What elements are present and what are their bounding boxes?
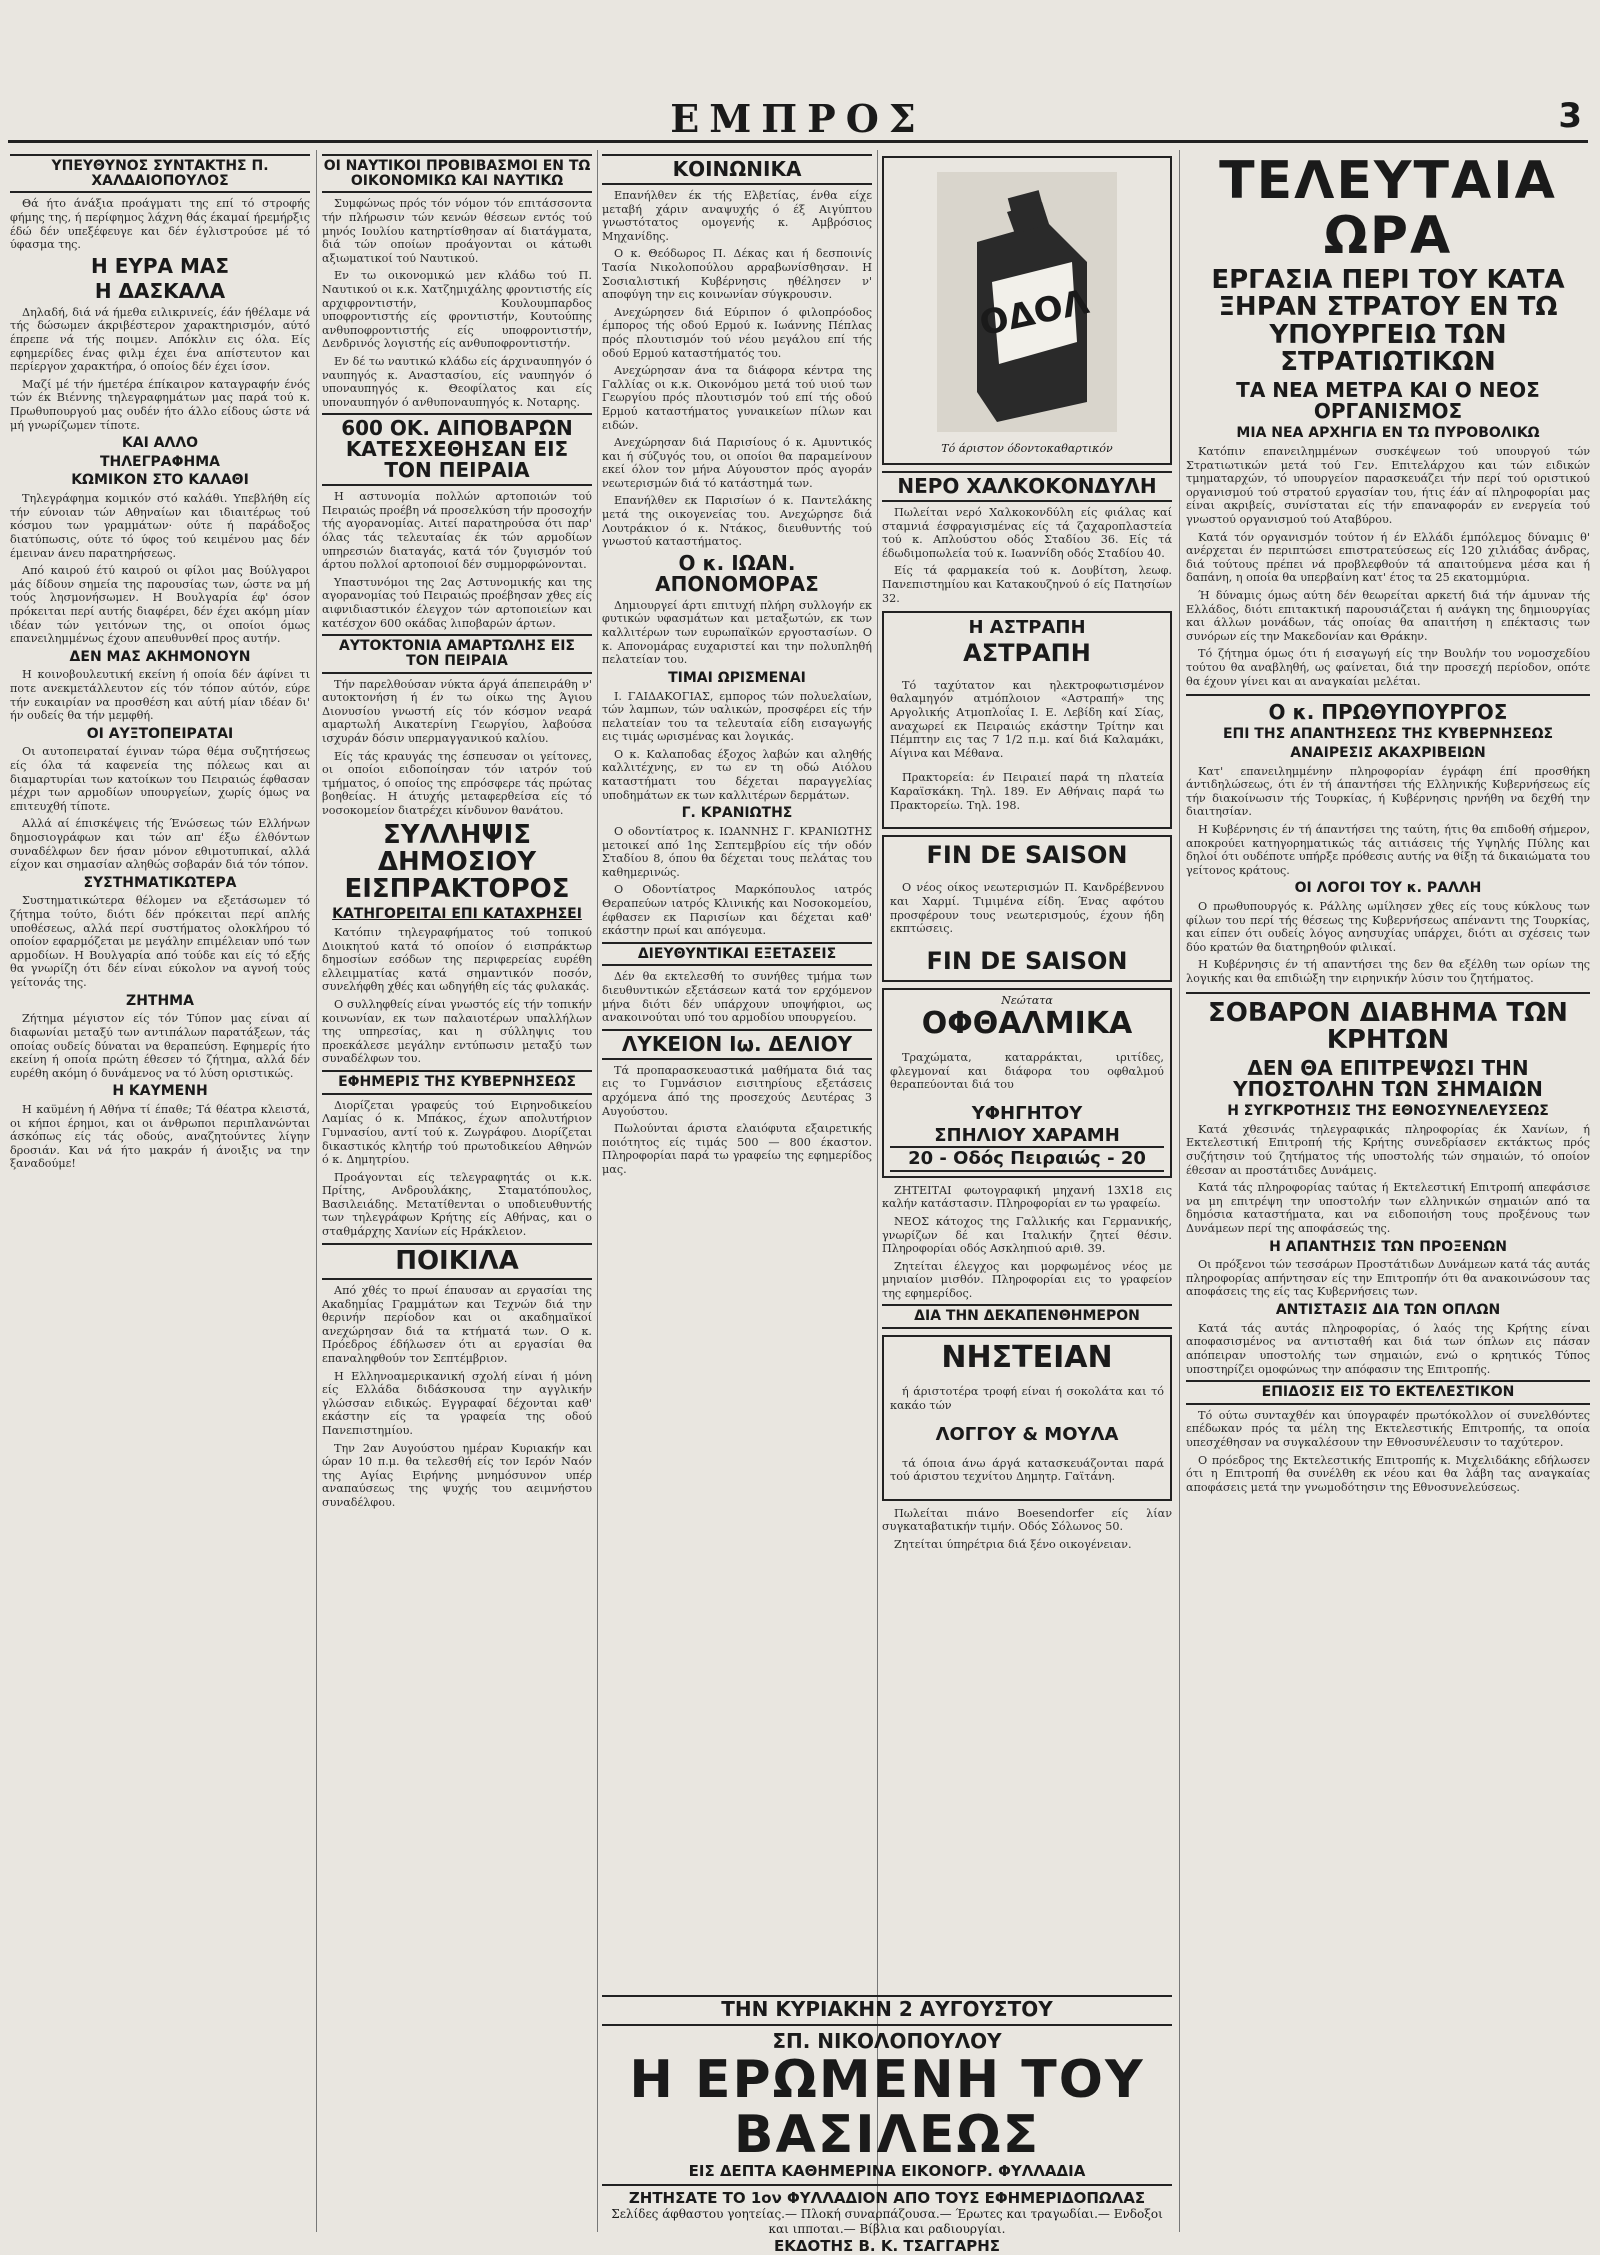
article-paragraph: Η Ελληνοαμερικανική σχολή είναι ή μόνη είς Ελλάδα διδάσκουσα την αγγλικήν γλώσσαν ειδικώς. Εγγραφαί δέχονται καθ' εκάστην είς τα γραφεία της οδού Πανεπιστημίου. (322, 1369, 592, 1437)
section-divider (1186, 992, 1590, 994)
section-heading: ΟΙ ΛΟΓΟΙ ΤΟΥ κ. ΡΑΛΛΗ (1294, 880, 1482, 897)
main-headline: ΤΕΛΕΥΤΑΙΑ ΩΡΑ (1219, 151, 1557, 266)
ad-paragraph: Πρακτορεία: έν Πειραιεί παρά τη πλατεία Καραϊσκάκη. Τηλ. 189. Εν Αθήναις παρά τω Πρακτορείω. Τηλ. 198. (890, 771, 1164, 812)
article-paragraph: Μαζί μέ τήν ήμετέρα έπίκαιρον καταγραφήν ένός τών έκ Βιέννης τηλεγραφημάτων μας παρά τού κ. Πρωθυπουργού μας ουδέν ήτο άλλο είδους ώστε νά μή γνωρίζωμεν τίποτε. (10, 377, 310, 432)
article-paragraph: Από χθές το πρωί έπαυσαν αι εργασίαι της Ακαδημίας Γραμμάτων και Τεχνών διά την θερινήν περίοδον και οι ακαδημαϊκοί ανεχώρησαν διά τα κτήματά των. Ο κ. Πρόεδρος έδήλωσεν ότι αι εργασίαι θα επαναληφθούν τον Σεπτέμβριον. (322, 1283, 592, 1365)
article-paragraph: Η κοινοβουλευτική εκείνη ή οποία δέν άφίνει τι ποτε ανεκμετάλλευτον είς τόν τόπον αύτόν, εύρε τήν ευκαιρίαν να προσθέση και αύτή μίαν ιδέαν δι' ήν ουδείς θα τήν μεμφθή. (10, 668, 310, 723)
ad-paragraph: Ο νέος οίκος νεωτερισμών Π. Κανδρέβεννου και Χαρμί. Τιμιμένα είδη. Ένας αφότου προσφέρουν τους νεωτερισμούς, έχουν ήδη εκπτώσεις. (890, 881, 1164, 936)
article-paragraph: Είς τάς κραυγάς της έσπευσαν οι γείτονες, οι οποίοι ειδοποίησαν τόν ιατρόν τού τμήματος, ό οποίος της επρόσφερε τάς πρώτας βοηθείας. Η άτυχής μεταφερθείσα είς τό νοσοκομείον διατρέχει κίνδυνον θανάτου. (322, 749, 592, 817)
article-paragraph: Την 2αν Αυγούστου ημέραν Κυριακήν και ώραν 10 π.μ. θα τελεσθή είς τον Ιερόν Ναόν της Αγίας Ειρήνης μνημόσυνον υπέρ αναπαύσεως της ψυχής του αειμνήστου συναδέλφου. (322, 1441, 592, 1509)
section-heading: ΤΙΜΑΙ ΩΡΙΣΜΕΝΑΙ (668, 669, 806, 686)
article-paragraph: Ο συλληφθείς είναι γνωστός είς τήν τοπικήν κοινωνίαν, εκ των παλαιοτέρων υπαλλήλων της υπηρεσίας, και η σύλληψις του προεκάλεσε μεγάλην εντύπωσιν μεταξύ των συναδέλφων του. (322, 998, 592, 1066)
article-paragraph: Υπαστυνόμοι της 2ας Αστυνομικής και της αγορανομίας τού Πειραιώς προέβησαν χθες είς αιφνιδιαστικόν έλεγχον τών αρτοποιείων και κατέσχον 600 οκάδας λιποβαρών άρτων. (322, 575, 592, 630)
article-paragraph: Ο πρόεδρος της Εκτελεστικής Επιτροπής κ. Μιχελιδάκης εδήλωσεν ότι η Επιτροπή θα συνέλθη εκ νέου και θα λάβη τας αναγκαίας αποφάσεις μετά την γνωμοδότησιν της Εθνοσυνελεύσεως. (1186, 1453, 1590, 1494)
article-paragraph: Κατόπιν τηλεγραφήματος τού τοπικού Διοικητού κατά τό οποίον ό εισπράκτωρ δημοσίων εσόδων της περιφερείας ευρέθη ελλειμματίας κατά σημαντικόν ποσόν, συνελήφθη χθές και ωδηγήθη είς τάς φυλακάς. (322, 926, 592, 994)
article-paragraph: Κατά τάς αυτάς πληροφορίας, ό λαός της Κρήτης είναι αποφασισμένος να αντισταθή και διά των όπλων εις πάσαν απόπειραν υποστολής των σημαιών, ενώ ο κρητικός Τύπος υποστηρίζει ομοφώνως την απόφασιν της Επιτροπής. (1186, 1321, 1590, 1376)
column-divider (316, 150, 317, 2232)
article-paragraph: Συμφώνως πρός τόν νόμον τόν επιτάσσοντα τήν πλήρωσιν τών κενών θέσεων εντός τού μηνός Ιουλίου κατηρτίσθησαν αί διατάγματα, διά τών οποίων προάγονται οι κάτωθι αξιωματικοί τού Ναυτικού. (322, 197, 592, 265)
section-subheading: ΑΝΑΙΡΕΣΙΣ ΑΚΑΧΡΙΒΕΙΩΝ (1290, 744, 1486, 761)
erromeni-advertisement (602, 1995, 1172, 2255)
column-divider (877, 150, 878, 2232)
ad-name: ΥΦΗΓΗΤΟΥ (971, 1102, 1083, 1124)
article-paragraph: Ο κ. Θεόδωρος Π. Δέκας και ή δεσποινίς Τασία Νικολοπούλου αρραβωνίσθησαν. Η Σοσιαλιστική Κυβέρνησις ηθέλησεν ν' αποφύγη την εις κοινωνίαν σύγκρουσιν. (602, 247, 872, 302)
section-heading: ΔΙΕΥΘΥΝΤΙΚΑΙ ΕΞΕΤΑΣΕΙΣ (602, 942, 872, 967)
article-paragraph: Οι πρόξενοι τών τεσσάρων Προστάτιδων Δυνάμεων κατά τάς αυτάς πληροφορίας απήντησαν είς την Επιτροπήν ότι θα ανακοινώσουν τας αποφάσεις της είς τας Κυβερνήσεις των. (1186, 1258, 1590, 1299)
article-paragraph: Κατ' επανειλημμένην πληροφορίαν έγράφη έπί προσθήκη άντιδηλώσεως, ότι έν τή άπαντήσει τής Ελληνικής Κυβερνήσεως είς τήν διακοίνωσιν τής Τουρκίας, ή Κυβέρνησις ηρνήθη να δεχθή την διαιτησίαν. (1186, 764, 1590, 819)
section-heading: ΝΕΡΟ ΧΑΛΚΟΚΟΝΔΥΛΗ (882, 471, 1172, 502)
article-paragraph: Εν τω οικονομικώ μεν κλάδω τού Π. Ναυτικού οι κ.κ. Χατζημιχάλης φροντιστής είς αρχιφροντιστήν, Κουλουμπαρδος υποφροντιστής είς φροντιστήν, Κουτούπης ανθυποφροντιστής είς υποφροντιστήν, Δενδρινός λογιστής είς ανθυποφροντιστήν. (322, 269, 592, 351)
section-heading: ΕΠΙΔΟΣΙΣ ΕΙΣ ΤΟ ΕΚΤΕΛΕΣΤΙΚΟΝ (1186, 1380, 1590, 1405)
masthead (8, 96, 1588, 140)
article-paragraph: Ζητείται έλεγχος και μορφωμένος νέος με μηνιαίον μισθόν. Πληροφορίαι εις το γραφείον της εφημερίδος. (882, 1259, 1172, 1300)
section-heading: ΛΥΚΕΙΟΝ Ιω. ΔΕΛΙΟΥ (602, 1029, 872, 1060)
column-1-headline: ΥΠΕΥΘΥΝΟΣ ΣΥΝΤΑΚΤΗΣ Π. ΧΑΛΔΑΙΟΠΟΥΛΟΣ (10, 154, 310, 193)
section-heading: Γ. ΚΡΑΝΙΩΤΗΣ (681, 805, 793, 822)
article-paragraph: Ανεχώρησαν διά Παρισίους ό κ. Αμυντικός και ή σύζυγός του, οι οποίοι θα παραμείνουν εκεί όλον τον μήνα Αύγουστον πρός αγοράν νεωτερισμών διά τό κατάστημά των. (602, 436, 872, 490)
odol-caption: Τό άριστον όδοντοκαθαρτικόν (941, 442, 1113, 455)
ad-subtitle: ΕΙΣ ΔΕΠΤΑ ΚΑΘΗΜΕΡΙΝΑ ΕΙΚΟΝΟΓΡ. ΦΥΛΛΑΔΙΑ (688, 2162, 1086, 2181)
section-subheading: ΔΕΝ ΘΑ ΕΠΙΤΡΕΨΩΣΙ ΤΗΝ ΥΠΟΣΤΟΛΗΝ ΤΩΝ ΣΗΜΑΙΩΝ (1233, 1056, 1543, 1102)
article-paragraph: Ο Οδοντίατρος Μαρκόπουλος ιατρός Θεραπεύων ιατρός Κλινικής και Νοσοκομείου, έφθασεν εκ Παρισίων και δέχεται καθ' εκάστην πρωί και απόγευμα. (602, 883, 872, 938)
article-paragraph: Τό ζήτημα όμως ότι ή εισαγωγή είς την Βουλήν του νομοσχεδίου τούτου θα αναβληθή, ως φαίνεται, διά την προσεχή περίοδον, οπότε θα έχουν γίνει και αι αναγκαίαι μελέται. (1186, 647, 1590, 688)
article-paragraph: Ο οδοντίατρος κ. ΙΩΑΝΝΗΣ Γ. ΚΡΑΝΙΩΤΗΣ μετοικεί από 1ης Σεπτεμβρίου είς τήν οδόν Σταδίου 8, όπου θα δέχεται τους πελάτας του καθημερινώς. (602, 824, 872, 879)
ad-tagline: Σελίδες άφθαστου γοητείας.— Πλοκή συναρπάζουσα.— Έρωτες και τραγωδίαι.— Ενδοξοι και ιπποται.— Βίβλια και ραδιουργίαι. (611, 2207, 1163, 2237)
ad-title: Η ΕΡΩΜΕΝΗ ΤΟΥ ΒΑΣΙΛΕΩΣ (629, 2050, 1145, 2165)
article-paragraph: Κατά τάς πληροφορίας ταύτας ή Εκτελεστική Επιτροπή απεφάσισε να μη επιτρέψη την υποστολήν των ελληνικών σημαιών από τα δημόσια καταστήματα, και να ειδοποιήση τους προξένους των Δυνάμεων περί της αποφάσεώς της. (1186, 1181, 1590, 1235)
ad-title: ΝΗΣΤΕΙΑΝ (941, 1340, 1113, 1376)
article-paragraph: Θά ήτο άνάξια προάγματι της επί τό στροφής φήμης της, ή περίφημος λάχνη θάς έκαμαί ήρεμήρξις έδώ δέν υπεξέφευγε και δέν έγλιστρούσε μέ τό ύφασμα της. (10, 197, 310, 252)
article-paragraph: Πωλείται νερό Χαλκοκονδύλη είς φιάλας καί σταμνιά έσφραγισμένας είς τά ζαχαροπλαστεία τού κ. Απλούστου οδός Σταδίου 36. Είς τά έδωδιμοπωλεία τού κ. Ιωαννίδη οδός Σταδίου 40. (882, 506, 1172, 560)
main-subheadline: ΜΙΑ ΝΕΑ ΑΡΧΗΓΙΑ ΕΝ ΤΩ ΠΥΡΟΒΟΛΙΚΩ (1236, 425, 1540, 442)
article-paragraph: Πωλείται πιάνο Boesendorfer είς λίαν συγκαταβατικήν τιμήν. Οδός Σόλωνος 50. (882, 1506, 1172, 1534)
ad-subtitle: ΑΣΤΡΑΠΗ (963, 638, 1091, 667)
ad-kicker: ΤΗΝ ΚΥΡΙΑΚΗΝ 2 ΑΥΓΟΥΣΤΟΥ (721, 1997, 1053, 2021)
section-heading: Η ΚΑΥΜΕΝΗ (112, 1083, 208, 1100)
masthead-rule (8, 140, 1588, 143)
main-subheadline: ΤΑ ΝΕΑ ΜΕΤΡΑ ΚΑΙ Ο ΝΕΟΣ ΟΡΓΑΝΙΣΜΟΣ (1236, 378, 1540, 424)
article-paragraph: Η καϋμένη ή Αθήνα τί έπαθε; Τά θέατρα κλειστά, οι κήποι έρημοι, και οι άνθρωποι περιπλανώνται άσκόπως είς τάς οδούς, αναζητούντες λίγην δροσιάν. Και νά ήτο μακράν ή άνοιξις να την ξαναδούμε! (10, 1102, 310, 1171)
section-heading: Ο κ. ΠΡΩΘΥΠΟΥΡΓΟΣ (1268, 700, 1508, 725)
odol-bottle-icon (937, 172, 1117, 432)
section-heading: ΚΑΙ ΑΛΛΟ (121, 435, 199, 452)
main-subheadline: ΕΡΓΑΣΙΑ ΠΕΡΙ ΤΟΥ ΚΑΤΑ ΞΗΡΑΝ ΣΤΡΑΤΟΥ ΕΝ ΤΩ ΥΠΟΥΡΓΕΙΩ ΤΩΝ ΣΤΡΑΤΙΩΤΙΚΩΝ (1211, 265, 1565, 378)
article-paragraph: Ή δύναμις όμως αύτη δέν θεωρείται αρκετή διά τήν άμυναν τής Ελλάδος, διότι επιτακτική παρουσιάζεται ή ανάγκη της δημιουργίας και άλλων μονάδων, τάς οποίας θα απαιτήση η επέκτασις των συνόρων είς την Μακεδονίαν και Θράκην. (1186, 589, 1590, 643)
section-heading: ΠΟΙΚΙΛΑ (322, 1243, 592, 1280)
article-paragraph: Ο κ. Καλαποδας έξοχος λαβών και αληθής καλλιτέχνης, εν τω εν τη οδώ Αιόλου καταστήματι του δέχεται παραγγελίας υποδημάτων εκ των καλλιτέρων δερμάτων. (602, 747, 872, 802)
section-subheading: ΚΑΤΗΓΟΡΕΙΤΑΙ ΕΠΙ ΚΑΤΑΧΡΗΣΕΙ (332, 906, 582, 923)
chocolate-advertisement (882, 1335, 1172, 1501)
ad-title: FIN DE SAISON (926, 947, 1128, 975)
ophthalmika-advertisement (882, 988, 1172, 1178)
article-paragraph: Ζητείται ύπηρέτρια διά ξένο οικογένειαν. (894, 1538, 1132, 1552)
section-divider (1186, 694, 1590, 696)
section-heading: 600 ΟΚ. ΑΙΠΟΒΑΡΩΝ ΚΑΤΕΣΧΕΘΗΣΑΝ ΕΙΣ ΤΟΝ ΠΕΙΡΑΙΑ (322, 413, 592, 486)
article-paragraph: Επανήλθεν έκ τής Ελβετίας, ένθα είχε μεταβή χάριν αναψυχής ό έξ Αιγύπτου γνωστότατος ομογενής κ. Αμβρόσιος Μηχανίδης. (602, 189, 872, 243)
article-paragraph: Η Κυβέρνησις έν τή απαντήσει της δεν θα εξέλθη των ορίων της λογικής και θα επιδιώξη την ειρηνικήν λύσιν του ζητήματος. (1186, 958, 1590, 985)
column-3 (602, 150, 872, 1987)
section-heading: Η ΑΠΑΝΤΗΣΙΣ ΤΩΝ ΠΡΟΞΕΝΩΝ (1269, 1238, 1507, 1255)
section-subheading: ΕΠΙ ΤΗΣ ΑΠΑΝΤΗΣΕΩΣ ΤΗΣ ΚΥΒΕΡΝΗΣΕΩΣ (1222, 726, 1554, 743)
page-number: 3 (1558, 96, 1582, 136)
section-heading: ΑΥΤΟΚΤΟΝΙΑ ΑΜΑΡΤΩΛΗΣ ΕΙΣ ΤΟΝ ΠΕΙΡΑΙΑ (322, 634, 592, 673)
astrapi-advertisement (882, 611, 1172, 829)
article-paragraph: Δηλαδή, διά νά ήμεθα ειλικρινείς, έάν ήθέλαμε νά τής δώσωμεν άκριβέστερον χαρακτηρισμόν, αύτό έπρεπε νά τής ποιμεν. Απόκλιν εις όλα. Είς εφημερίδες ένας φιλμ έχει ένα απίστευτον και περίεργον χαρακτήρα, ό οποίος δέν έχει ίσον. (10, 305, 310, 374)
article-paragraph: Επανήλθεν εκ Παρισίων ό κ. Παντελάκης μετά της οικογενείας του. Ανεχώρησε διά Λουτράκιον ό κ. Ντάκος, διευθυντής τού γνωστού καταστήματος. (602, 494, 872, 549)
section-heading: ΖΗΤΗΜΑ (126, 992, 194, 1009)
ad-line: ΖΗΤΗΣΑΤΕ ΤΟ 1ον ΦΥΛΛΑΔΙΟΝ ΑΠΟ ΤΟΥΣ ΕΦΗΜΕΡΙΔΟΠΩΛΑΣ (602, 2184, 1172, 2207)
article-paragraph: Δημιουργεί άρτι επιτυχή πλήρη συλλογήν εκ φυτικών υφασμάτων και μεταξωτών, εκ των καλλιτέρων των ευρωπαϊκών εργοστασίων. Ο κ. Απονομάρας ευχαριστεί και την πολυπληθή πελατείαν του. (602, 598, 872, 667)
article-paragraph: Κατά χθεσινάς τηλεγραφικάς πληροφορίας έκ Χανίων, ή Εκτελεστική Επιτροπή τής Κρήτης συνεδρίασεν εκτάκτως πρός συζήτησιν τού ζητήματος τής υποστολής τών σημαιών, τό οποίον έθεσαν αι προστάτιδες Δυνάμεις. (1186, 1122, 1590, 1177)
ad-paragraph: τά όποια άνω άργά κατασκευάζονται παρά τού άριστου τεχνίτου Δημητρ. Γαϊτάνη. (890, 1456, 1164, 1484)
ad-title: ΟΦΘΑΛΜΙΚΑ (921, 1005, 1133, 1041)
article-paragraph: Εν δέ τω ναυτικώ κλάδω είς άρχιναυπηγόν ό ναυπηγός κ. Αναστασίου, είς ναυπηγόν ό υποναυπηγός κ. Θεοφίλατος και είς υποναυπηγόν ό ανθυποναυπηγός κ. Νοταρης. (322, 354, 592, 409)
column-3-headline: ΚΟΙΝΩΝΙΚΑ (602, 154, 872, 185)
article-paragraph: Συστηματικώτερα θέλομεν να εξετάσωμεν τό ζήτημα τούτο, διότι δέν πρόκειται περί απλής υποθέσεως, αλλά περί συστήματος ολοκλήρου τό οποίον εφαρμόζεται με μεγάλην επιμέλειαν υπό των αρμοδίων. Η Βουλγαρία από τούδε και είς τό εξής θα γνωρίζη ότι δέν είναι εύκολον να αγνοή τούς γείτονάς της. (10, 894, 310, 990)
article-paragraph: Τό ούτω συνταχθέν και ύπογραφέν πρωτόκολλον οί συνελθόντες επέδωκαν πρός τα μέλη της Εκτελεστικής Επιτροπής, τα οποία υπεσχέθησαν να συγκαλέσουν την Εθνοσυνέλευσιν το ταχύτερον. (1186, 1408, 1590, 1449)
ad-kicker: Νεώτατα (1001, 993, 1053, 1007)
article-paragraph: Προάγονται είς τελεγραφητάς οι κ.κ. Πρίτης, Ανδρουλάκης, Σταματόπουλος, Βασιλειάδης. Μετατίθενται ο υποδιευθυντής των τηλεγράφων Κρήτης είς Αθήνας, και ο σταθμάρχης Χανίων είς Ηράκλειον. (322, 1170, 592, 1239)
section-heading: ΟΙ ΑΥΞΤΟΠΕΙΡΑΤΑΙ (86, 725, 234, 742)
ad-paragraph: Τό ταχύτατον και ηλεκτροφωτισμένον θαλαμηγόν ατμόπλοιον «Αστραπή» της Αργολικής Ατμοπλοΐας Ι. Ε. Λεβίδη καί Σίας, αναχωρεί εκ Πειραιώς εκάστην Τρίτην και Πέμπτην εις τας 7 1/2 π.μ. καί διά Καλαμάκι, Αίγινα και Μέθανα. (890, 678, 1164, 760)
article-paragraph: Αλλά αί έπισκέψεις τής Ένώσεως τών Ελλήνων δημοσιογράφων και τών απ' έξω έλθόντων συναδέλφων δεν ήσαν μόνον εθιμοτυπικαί, αλλά είχον και σημασίαν αληθώς σοβαράν διά τόν τόπον. (10, 817, 310, 872)
article-paragraph: ΖΗΤΕΙΤΑΙ φωτογραφική μηχανή 13X18 εις καλήν κατάστασιν. Πληροφορίαι εν τω γραφείω. (882, 1183, 1172, 1211)
column-2-headline: ΟΙ ΝΑΥΤΙΚΟΙ ΠΡΟΒΙΒΑΣΜΟΙ ΕΝ ΤΩ ΟΙΚΟΝΟΜΙΚΩ ΚΑΙ ΝΑΥΤΙΚΩ (322, 154, 592, 193)
article-paragraph: Κατόπιν επανειλημμένων συσκέψεων τού υπουργού τών Στρατιωτικών μετά τού Γεν. Επιτελάρχου και τών ειδικών τμηματαρχών, τό υπουργείον παρασκευάζει τήν περί τού οριστικού οργανισμού τού στρατού εργασίαν του, ήτις έάν αί πληροφορίαι μας είναι ακριβείς, συνίσταται είς τήν επαναφοράν εν ενεργεία τού γνωστού οργανισμού τού Αταβύρου. (1186, 445, 1590, 527)
article-paragraph: Τηλεγράφημα κομικόν στό καλάθι. Υπεβλήθη είς τήν εύνοιαν τών Αθηναίων και ιδιαιτέρως τού κόσμου των γραμμάτων· ούτε ή παράδοξος διατύπωσις, ούτε τό ύφος τού κειμένου μας δέν έμειναν άνευ παρατηρήσεως. (10, 492, 310, 560)
odol-advertisement (882, 156, 1172, 465)
fin-de-saison-advertisement (882, 835, 1172, 981)
section-heading: Ο κ. ΙΩΑΝ. ΑΠΟΝΟΜΟΡΑΣ (655, 550, 819, 596)
section-heading: ΣΟΒΑΡΟΝ ΔΙΑΒΗΜΑ ΤΩΝ ΚΡΗΤΩΝ (1208, 997, 1568, 1055)
column-2 (322, 150, 592, 2232)
section-heading: ΑΝΤΙΣΤΑΣΙΣ ΔΙΑ ΤΩΝ ΟΠΛΩΝ (1275, 1302, 1501, 1319)
column-divider (1179, 150, 1180, 2232)
article-paragraph: Οι αυτοπειραταί έγιναν τώρα θέμα συζητήσεως είς όλα τά καφενεία της πόλεως και αι διαμαρτυρίαι των κατοίκων του Πειραιώς έφθασαν μέχρι των αρμοδίων υπουργείων, χωρίς όμως να επιτευχθή τίποτε. (10, 745, 310, 813)
article-paragraph: Ο πρωθυπουργός κ. Ράλλης ωμίλησεν χθες είς τους κύκλους των φίλων του περί τής θέσεως της Κυβερνήσεως απέναντι της Τουρκίας, και είπεν ότι ουδείς λόγος ανησυχίας υπάρχει, διότι αι σχέσεις των δύο κρατών θα διατηρηθούν φιλικαί. (1186, 899, 1590, 954)
article-paragraph: Η αστυνομία πολλών αρτοποιών τού Πειραιώς προέβη νά προσελκύση τήν προσοχήν τής αγορανομίας. Αιτεί παρατηρούσα ότι παρ' όλας τάς τελευταίας έκ τών αρμοδίων υπηρεσιών διαταγάς, κατά τόν ζυγισμόν τού άρτου πολλοί αρτοποιοί δέν συμμορφώνονται. (322, 490, 592, 572)
newspaper-title: ΕΜΠΡΟΣ (670, 96, 926, 141)
ad-paragraph: ή άριστοτέρα τροφή είναι ή σοκολάτα και τό κακάο τών (890, 1385, 1164, 1412)
section-heading: ΣΥΣΤΗΜΑΤΙΚΩΤΕΡΑ (83, 874, 237, 891)
article-paragraph: Διορίζεται γραφεύς τού Ειρηνοδικείου Λαμίας ό κ. Μπάκος, έχων απολυτήριον Γυμνασίου, αντί τού κ. Ζωγράφου. Διορίζεται δικαστικός κλητήρ τού πρωτοδικείου Αθηνών ό κ. Δημητρίου. (322, 1098, 592, 1167)
ad-publisher: ΕΚΔΟΤΗΣ Β. Κ. ΤΣΑΓΓΑΡΗΣ (774, 2237, 1000, 2255)
ad-paragraph: Τραχώματα, καταρράκται, ιριτίδες, φλεγμοναί και διάφορα του οφθαλμού θεραπεύονται διά του (890, 1050, 1164, 1092)
column-1 (10, 150, 310, 2232)
ad-author: ΣΠ. ΝΙΚΟΛΟΠΟΥΛΟΥ (602, 2024, 1172, 2053)
section-heading: ΕΦΗΜΕΡΙΣ ΤΗΣ ΚΥΒΕΡΝΗΣΕΩΣ (322, 1070, 592, 1095)
ad-name: ΣΠΗΛΙΟΥ ΧΑΡΑΜΗ (934, 1124, 1120, 1146)
ad-title: Η ΑΣΤΡΑΠΗ (968, 617, 1086, 639)
ad-title: FIN DE SAISON (926, 841, 1128, 870)
odol-brand-text: ΟΔΟΛ (975, 282, 1093, 345)
article-paragraph: Από καιρού έτύ καιρού οι φίλοι μας Βούλγαροι μάς δίδουν σημεία της παρουσίας των, ώστε να μή τούς λησμονήσωμεν. Η Βουλγαρία έφ' όσον πρόκειται περί αυτής διαφέρει, δέν έχει ακόμη μίαν ιδέαν τών γειτόνων της, οι οποίοι όμως επανειλημμένως έχουν απευθυνθεί προς αυτήν. (10, 564, 310, 646)
article-paragraph: Τά προπαρασκευαστικά μαθήματα διά τας εις το Γυμνάσιον εισιτηρίους εξετάσεις αρχόμενα άπό της προσεχούς Δευτέρας 3 Αυγούστου. (602, 1063, 872, 1118)
section-heading: ΣΥΛΛΗΨΙΣ ΔΗΜΟΣΙΟΥ ΕΙΣΠΡΑΚΤΟΡΟΣ (344, 819, 570, 905)
article-paragraph: Ζήτημα μέγιστον είς τόν Τύπον μας είναι αί διαφωνίαι μεταξύ των αντιπάλων παρατάξεων, τάς οποίας ουδείς δύναται να θεραπεύση. Εφημερίς ήτο εκείνη ή οποία πρώτη έθεσεν τό ζήτημα, αλλά δέν ευρέθη ακόμη ό δυνάμενος να τό λύση οριστικώς. (10, 1012, 310, 1080)
article-paragraph: Ι. ΓΑΙΔΑΚΟΓΙΑΣ, εμπορος τών πολυελαίων, τών λαμπων, τών υαλικών, προσφέρει είς τήν πελατείαν του τα τελευταία είδη εισαγωγής εις τιμάς ωρισμένας και λογικάς. (602, 689, 872, 744)
article-paragraph: Τήν παρελθούσαν νύκτα άργά άπεπειράθη ν' αυτοκτονήση ή έν τω οίκω της Άγιου Διονυσίου γνωστή είς τόν κόσμον νεαρά αμαρτωλή Αικατερίνη Γεωργίου, λαβούσα ισχυράν δόσιν υπερμαγγανικού καλίου. (322, 677, 592, 745)
column-5 (1186, 150, 1590, 2232)
article-paragraph: Πωλούνται άριστα ελαιόφυτα εξαιρετικής ποιότητος είς τιμάς 500 — 800 έκαστον. Πληροφορίαι παρά τω γραφείω της εφημερίδος μας. (602, 1122, 872, 1176)
article-paragraph: Δέν θα εκτελεσθή το συνήθες τμήμα των διευθυντικών εξετάσεων κατά τον ερχόμενον μήνα διότι δέν υπάρχουν υποψήφιοι, ως ανακοινούται υπό του αρμοδίου υπουργείου. (602, 970, 872, 1025)
section-heading: ΚΩΜΙΚΟΝ ΣΤΟ ΚΑΛΑΘΙ (71, 472, 249, 489)
column-divider (597, 150, 598, 2232)
section-heading: Η ΕΥΡΑ ΜΑΣ (91, 253, 229, 278)
article-paragraph: Κατά τόν οργανισμόν τούτον ή έν Ελλάδι έμπόλεμος δύναμις θ' ανέρχεται έν περιπτώσει επιστρατεύσεως είς 120 χιλιάδας άνδρας, διά τούτους πρέπει νά προβλεφθούν τά απαιτούμενα μέσα και ή δαπάνη, η οποία θα υπερβαίνη κατ' έτος τα 25 εκατομμύρια. (1186, 530, 1590, 585)
article-paragraph: Ανεχώρησεν διά Εύριπον ό φιλοπρόοδος έμπορος τής οδού Ερμού κ. Ιωάννης Πέπλας πρός πλουτισμόν τού νέου μεγάλου επί τής οδού Ερμού καταστήματός του. (602, 305, 872, 360)
section-heading: Η ΔΑΣΚΑΛΑ (94, 278, 226, 303)
article-paragraph: Ανεχώρησαν άνα τα διάφορα κέντρα της Γαλλίας οι κ.κ. Οικονόμου μετά τού υιού των Γεωργίου πρός πλουτισμόν τού επί τής οδού Ερμού καταστήματος γυναικείων πίλων και ειδών. (602, 364, 872, 432)
section-heading: ΔΕΝ ΜΑΣ ΑΚΗΜΟΝΟΥΝ (69, 648, 251, 665)
ad-address: 20 - Οδός Πειραιώς - 20 (890, 1146, 1164, 1172)
column-4 (882, 150, 1172, 1987)
article-paragraph: ΝΕΟΣ κάτοχος της Γαλλικής και Γερμανικής, γνωρίζων δέ και Ιταλικήν ζητεί θέσιν. Πληροφορίαι οδός Ασκληπιού αριθ. 39. (882, 1214, 1172, 1256)
section-subheading: Η ΣΥΓΚΡΟΤΗΣΙΣ ΤΗΣ ΕΘΝΟΣΥΝΕΛΕΥΣΕΩΣ (1227, 1103, 1549, 1120)
ad-name: ΛΟΓΓΟΥ & ΜΟΥΛΑ (935, 1423, 1119, 1445)
article-paragraph: Η Κυβέρνησις έν τή άπαντήσει της ταύτη, ήτις θα επιδοθή σήμερον, αποκρούει κατηγορηματικώς τάς αιτιάσεις τής Υψηλής Πύλης και δηλοί ότι ουδέποτε υπήρξε πρόθεσις αυτής να θίξη τά δικαιώματα του γείτονος κράτους. (1186, 822, 1590, 877)
section-heading: ΔΙΑ ΤΗΝ ΔΕΚΑΠΕΝΘΗΜΕΡΟΝ (882, 1304, 1172, 1329)
section-heading: ΤΗΛΕΓΡΑΦΗΜΑ (99, 453, 221, 470)
article-paragraph: Είς τά φαρμακεία τού κ. Δουβίτση, λεωφ. Πανεπιστημίου και Κατακουζηνού ό είς Πατησίων 32. (882, 564, 1172, 605)
